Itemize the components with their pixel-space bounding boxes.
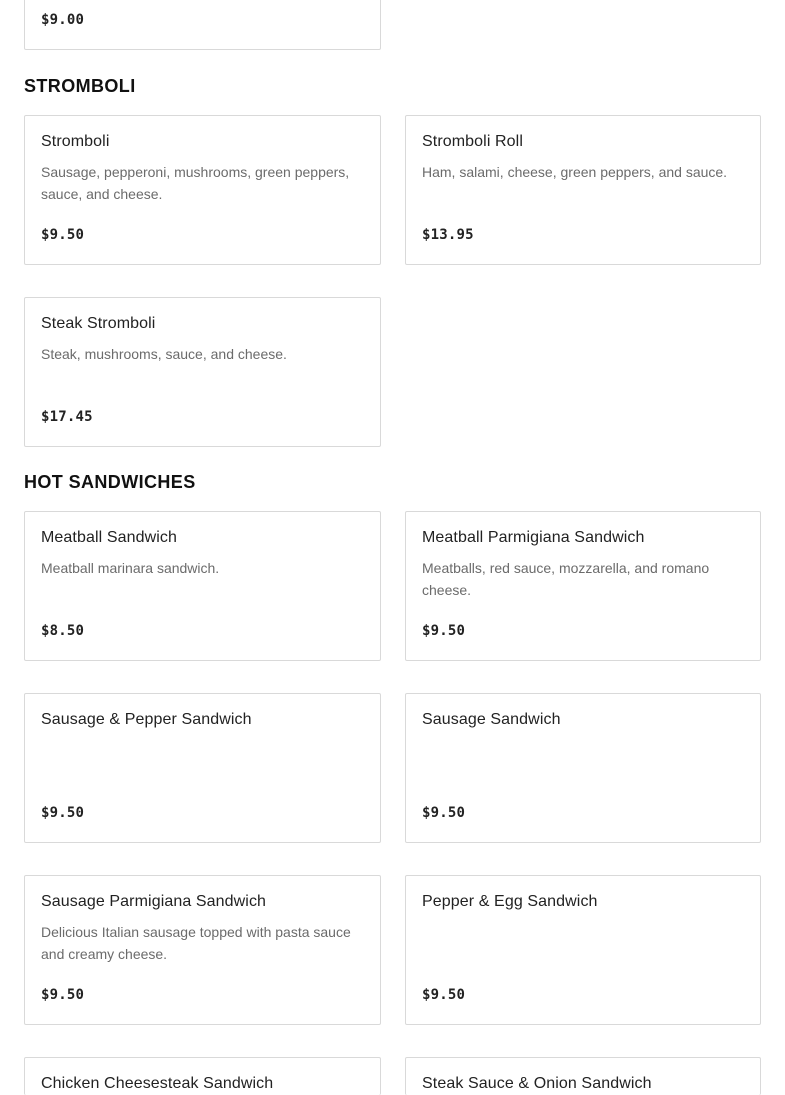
- item-name: Meatball Sandwich: [41, 529, 177, 546]
- menu-item-card[interactable]: [24, 115, 381, 265]
- item-name: Sausage & Pepper Sandwich: [41, 711, 252, 728]
- item-price: $9.50: [41, 987, 85, 1003]
- menu-item-card[interactable]: [405, 693, 761, 843]
- menu-item-card[interactable]: [24, 693, 381, 843]
- item-price: $9.50: [41, 805, 85, 821]
- item-name: Sausage Parmigiana Sandwich: [41, 893, 267, 910]
- item-price: $9.50: [422, 623, 466, 639]
- menu-item-card[interactable]: [405, 875, 761, 1025]
- item-name: Steak Stromboli: [41, 315, 156, 332]
- item-name: Steak Sauce & Onion Sandwich: [422, 1075, 652, 1092]
- item-price: $17.45: [41, 409, 93, 425]
- item-name: Chicken Cheesesteak Sandwich: [41, 1075, 274, 1092]
- item-name: Stromboli: [41, 133, 110, 150]
- item-description: Meatball marinara sandwich.: [41, 560, 220, 576]
- item-price: $9.50: [422, 987, 466, 1003]
- item-description: Delicious Italian sausage topped with pasta sauce and creamy cheese.: [41, 924, 351, 962]
- menu-item-card[interactable]: [24, 875, 381, 1025]
- section-title-stromboli: STROMBOLI: [24, 76, 136, 96]
- item-name: Pepper & Egg Sandwich: [422, 893, 598, 910]
- item-price: $9.50: [41, 227, 85, 243]
- item-price: $9.00: [41, 12, 85, 28]
- item-name: Stromboli Roll: [422, 133, 523, 150]
- menu-item-card[interactable]: [405, 511, 761, 661]
- menu-item-card[interactable]: [24, 511, 381, 661]
- menu-item-card[interactable]: [24, 1057, 381, 1095]
- item-description: Steak, mushrooms, sauce, and cheese.: [41, 346, 287, 362]
- item-price: $9.50: [422, 805, 466, 821]
- menu-item-card[interactable]: [405, 115, 761, 265]
- section-title-hot-sandwiches: HOT SANDWICHES: [24, 472, 196, 492]
- menu-item-card[interactable]: [24, 0, 381, 50]
- item-price: $13.95: [422, 227, 474, 243]
- item-name: Sausage Sandwich: [422, 711, 561, 728]
- item-description: Sausage, pepperoni, mushrooms, green peppers, sauce, and cheese.: [41, 164, 350, 202]
- item-description: Ham, salami, cheese, green peppers, and sauce.: [422, 164, 728, 180]
- menu-item-card[interactable]: [24, 297, 381, 447]
- item-name: Meatball Parmigiana Sandwich: [422, 529, 645, 546]
- item-description: Meatballs, red sauce, mozzarella, and romano cheese.: [422, 560, 710, 598]
- item-price: $8.50: [41, 623, 85, 639]
- menu-item-card[interactable]: [405, 1057, 761, 1095]
